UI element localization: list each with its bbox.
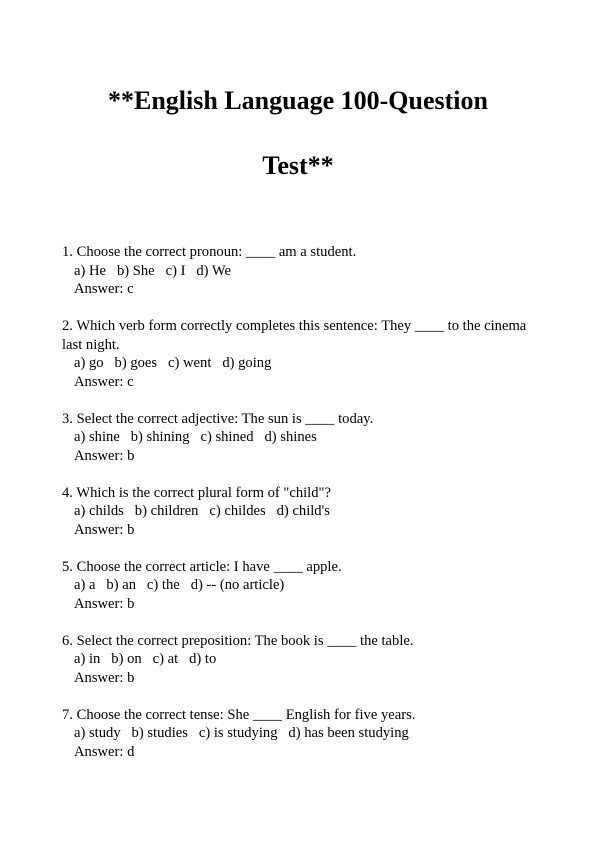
question-item [62,558,532,614]
question-options: a) shine b) shining c) shined d) shines [74,429,317,445]
title-line-2: Test** [262,151,334,180]
question-options: a) childs b) children c) childes d) child's [74,503,330,519]
question-answer: Answer: c [74,281,134,297]
page-title [40,68,556,198]
question-text: 4. Which is the correct plural form of "child"? [62,484,331,501]
question-item [62,410,532,466]
question-options: a) go b) goes c) went d) going [74,355,272,371]
question-item [62,706,532,762]
question-answer: Answer: b [74,521,135,538]
question-list [62,243,532,780]
question-answer: Answer: c [74,373,134,390]
question-options: a) He b) She c) I d) We [74,262,232,279]
question-text: 2. Which verb form correctly completes this sentence: They ____ to the cinema last night. [62,318,527,353]
question-answer: Answer: d [74,743,135,760]
question-text: 3. Select the correct adjective: The sun is ____ today. [62,410,374,427]
question-options: a) study b) studies c) is studying d) has been studying [74,725,409,741]
question-item [62,243,532,299]
question-text: 6. Select the correct preposition: The book is ____ the table. [62,632,414,649]
question-answer: Answer: b [74,447,135,464]
question-options: a) a b) an c) the d) -- (no article) [74,577,285,593]
question-options: a) in b) on c) at d) to [74,651,217,667]
question-item [62,317,532,391]
question-answer: Answer: b [74,595,135,612]
question-text: 1. Choose the correct pronoun: ____ am a student. [62,244,357,260]
question-text: 5. Choose the correct article: I have ____ apple. [62,558,342,575]
question-item [62,484,532,540]
question-answer: Answer: b [74,669,135,686]
title-line-1: **English Language 100-Question [108,86,488,115]
question-item [62,632,532,688]
question-text: 7. Choose the correct tense: She ____ English for five years. [62,706,416,723]
